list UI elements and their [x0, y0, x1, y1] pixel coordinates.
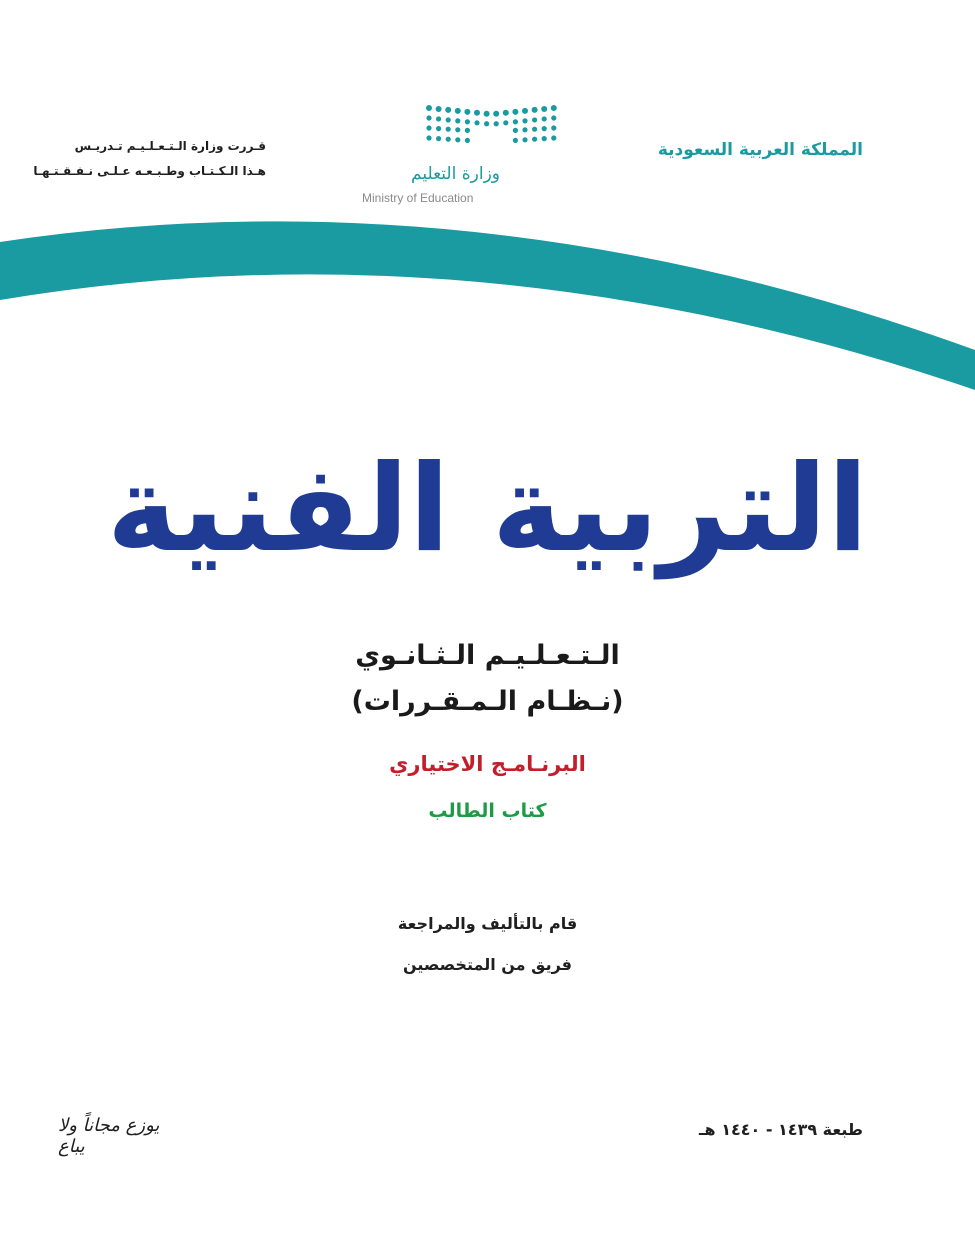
free-distribution-note: يوزع مجاناً ولا يباع: [58, 1115, 160, 1157]
logo-dot: [426, 135, 431, 140]
logo-dot: [455, 137, 460, 142]
authorship-line: قام بالتأليف والمراجعة: [397, 914, 578, 933]
logo-dot: [551, 135, 556, 140]
logo-dot: [512, 109, 518, 115]
logo-dot: [465, 138, 470, 143]
logo-dot: [513, 138, 518, 143]
edition-year: طبعة ١٤٣٩ - ١٤٤٠ هـ: [699, 1120, 863, 1139]
logo-dot: [494, 121, 499, 126]
logo-dot: [455, 127, 460, 132]
education-stage: الـتـعـلـيـم الـثـانـوي: [355, 640, 620, 671]
logo-dot: [542, 116, 547, 121]
logo-dot: [484, 111, 490, 117]
logo-dot: [551, 105, 557, 111]
approval-statement: [33, 134, 266, 184]
approval-line: هـذا الـكـتـاب وطـبـعـه عـلـى نـفـقـتـهـا: [33, 164, 266, 178]
logo-dot: [513, 119, 518, 124]
logo-dot: [542, 136, 547, 141]
logo-dot: [474, 120, 479, 125]
logo-dot: [446, 127, 451, 132]
logo-dot: [436, 126, 441, 131]
logo-dot: [455, 108, 461, 114]
program-name: البرنـامـج الاختياري: [389, 752, 586, 776]
logo-dot: [532, 137, 537, 142]
logo-dot: [493, 111, 499, 117]
logo-dot: [474, 110, 480, 116]
logo-dot: [532, 117, 537, 122]
logo-dot: [426, 125, 431, 130]
course-system: (نـظـام الـمـقـررات): [351, 686, 624, 717]
logo-dot: [522, 108, 528, 114]
logo-dot: [436, 116, 441, 121]
logo-dot: [445, 107, 451, 113]
logo-dot: [484, 121, 489, 126]
logo-dot: [513, 128, 518, 133]
logo-dot: [465, 128, 470, 133]
logo-dot: [446, 137, 451, 142]
ministry-logo-icon: [425, 104, 561, 150]
book-title: التربية الفنية: [106, 440, 869, 579]
book-type: كتاب الطالب: [428, 800, 547, 822]
logo-dot: [436, 136, 441, 141]
logo-dot: [465, 119, 470, 124]
author-team: فريق من المتخصصين: [402, 955, 573, 974]
logo-dot: [522, 137, 527, 142]
logo-dot: [542, 126, 547, 131]
logo-dot: [503, 110, 509, 116]
decorative-arc: [0, 200, 975, 410]
logo-dot: [426, 105, 432, 111]
logo-dot: [551, 125, 556, 130]
logo-dot: [503, 120, 508, 125]
logo-dot: [436, 106, 442, 112]
logo-dot: [541, 106, 547, 112]
logo-dot: [532, 107, 538, 113]
logo-dot: [532, 127, 537, 132]
logo-dot: [455, 118, 460, 123]
approval-line: قـررت وزارة الـتـعـلـيـم تـدريـس: [74, 139, 266, 153]
logo-dot: [464, 109, 470, 115]
logo-dot: [522, 127, 527, 132]
logo-dot: [426, 115, 431, 120]
ministry-name-english: Ministry of Education: [362, 191, 474, 205]
kingdom-name: المملكة العربية السعودية: [657, 140, 863, 160]
logo-dot: [522, 118, 527, 123]
logo-dot: [446, 117, 451, 122]
logo-dot: [551, 115, 556, 120]
ministry-name-arabic: وزارة التعليم: [411, 164, 500, 184]
